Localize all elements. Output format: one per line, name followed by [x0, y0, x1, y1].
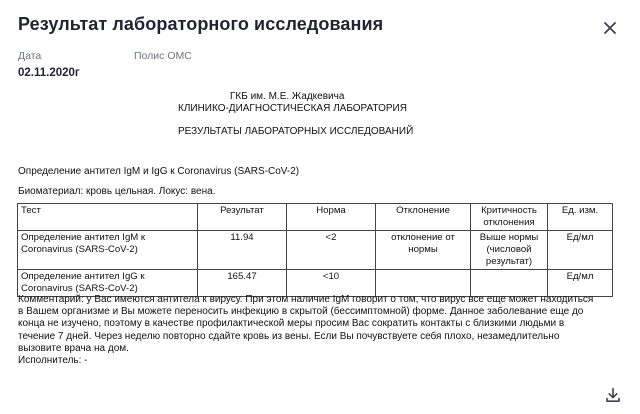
header-cell: Тест — [18, 204, 198, 231]
hospital-name: ГКБ им. М.Е. Жадкевича — [230, 91, 345, 102]
biomaterial: Биоматериал: кровь цельная. Локус: вена. — [18, 186, 216, 197]
results-header: РЕЗУЛЬТАТЫ ЛАБОРАТОРНЫХ ИССЛЕДОВАНИЙ — [178, 126, 414, 137]
table-header-row — [18, 204, 613, 231]
modal-title: Результат лабораторного исследования — [18, 14, 384, 34]
header-cell: Результат — [198, 204, 287, 231]
lab-name: КЛИНИКО-ДИАГНОСТИЧЕСКАЯ ЛАБОРАТОРИЯ — [178, 103, 407, 114]
results-table — [17, 203, 613, 297]
cell-result: 165.47 — [198, 270, 287, 297]
header-cell: Отклонение — [376, 204, 471, 231]
cell-result: 11.94 — [198, 231, 287, 270]
cell-criticality: Выше нормы (числовой результат) — [471, 231, 548, 270]
date-value: 02.11.2020г — [18, 67, 80, 79]
cell-test: Определение антител IgG к Coronavirus (SARS-CoV-2) — [18, 270, 198, 297]
table-row — [18, 270, 613, 297]
policy-label: Полис ОМС — [134, 50, 192, 62]
comment-block — [18, 294, 598, 367]
header-cell: Критичность отклонения — [471, 204, 548, 231]
cell-norm: <10 — [287, 270, 376, 297]
download-icon — [605, 387, 621, 403]
header-cell: Ед. изм. — [548, 204, 613, 231]
date-label: Дата — [18, 50, 42, 62]
cell-criticality — [471, 270, 548, 297]
cell-unit: Ед/мл — [548, 231, 613, 270]
test-title: Определение антител IgM и IgG к Coronavirus (SARS-CoV-2) — [18, 166, 300, 177]
cell-deviation: отклонение от нормы — [376, 231, 471, 270]
cell-test: Определение антител IgM к Coronavirus (SARS-CoV-2) — [18, 231, 198, 270]
executor-text: Исполнитель: - — [18, 355, 88, 367]
table-row — [18, 231, 613, 270]
header-cell: Норма — [287, 204, 376, 231]
cell-norm: <2 — [287, 231, 376, 270]
cell-unit: Ед/мл — [548, 270, 613, 297]
cell-deviation — [376, 270, 471, 297]
download-button[interactable] — [602, 384, 624, 406]
comment-text: Комментарий: у Вас имеются антитела к вирусу. При этом наличие IgM говорит о том, что вирус все еще может находиться в Вашем организме и Вы можете переносить инфекцию в скрытой (бессимптомной) форме. Данное заболевание еще до конца не изучено, поэтому в качестве профилактической меры просим Вас сократить контакты с близкими людьми в течение 7 дней. Через неделю повторно сдайте кровь из вены. Если Вы почувствуете себя плохо, незамедлительно вызовите врача на дом. — [18, 294, 594, 354]
